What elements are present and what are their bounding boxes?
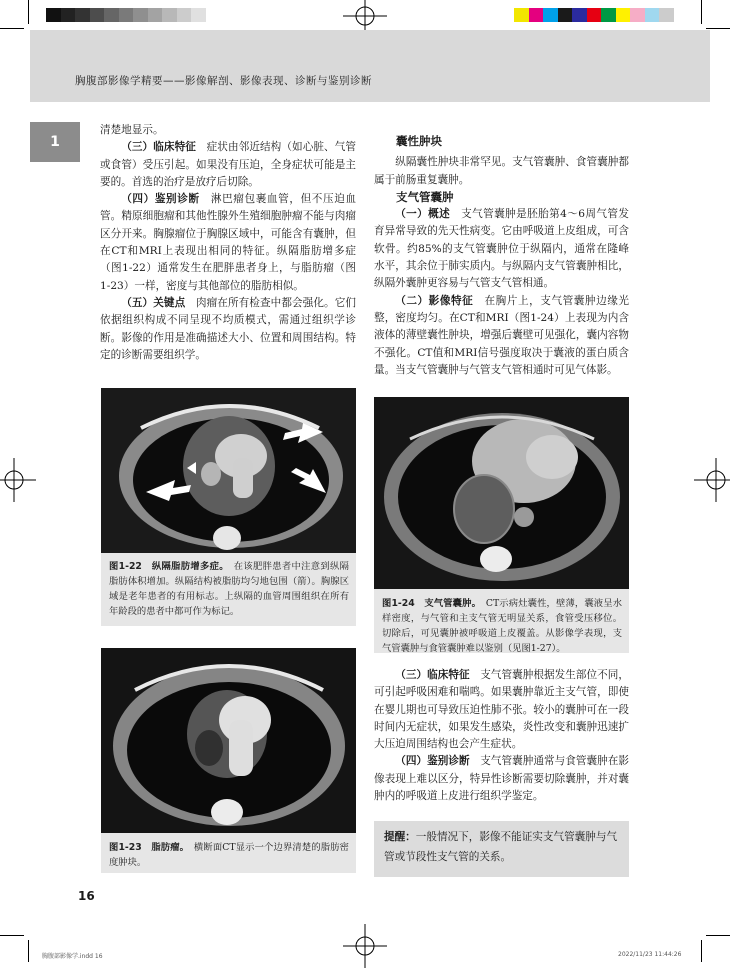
figure-1-22 <box>101 388 356 626</box>
paragraph-heading: （一）概述 <box>395 208 451 221</box>
calibration-swatch <box>162 8 177 22</box>
calibration-swatch <box>104 8 119 22</box>
calibration-swatch <box>587 8 602 22</box>
calibration-swatch <box>529 8 544 22</box>
calibration-swatch <box>659 8 674 22</box>
paragraph-body: 淋巴瘤包裹血管，但不压迫血管。精原细胞瘤和其他性腺外生殖细胞肿瘤不能与肉瘤区分开来。胸腺瘤位于胸腺区域中，可能含有囊肿，但在CT和MRI上表现出相同的特征。纵隔脂肪增多症（图1-22）通常发生在肥胖患者身上，与脂肪瘤（图1-23）一样，密度与其他部位的脂肪相似。 <box>100 193 357 292</box>
figure-caption <box>109 840 349 870</box>
right-column-lower-text <box>374 667 629 805</box>
crop-mark <box>28 940 29 962</box>
figure-1-23 <box>101 648 356 873</box>
tip-label: 提醒： <box>384 831 416 843</box>
paragraph-heading: （四）鉴别诊断 <box>395 755 470 768</box>
page-number: 16 <box>78 889 95 903</box>
figure-label: 图1-24 支气管囊肿。 <box>382 598 477 609</box>
calibration-swatch <box>601 8 616 22</box>
calibration-swatch <box>133 8 148 22</box>
calibration-swatch <box>572 8 587 22</box>
calibration-swatch <box>645 8 660 22</box>
paragraph <box>374 293 629 379</box>
paragraph-heading: （三）临床特征 <box>121 141 196 154</box>
registration-mark-icon <box>0 458 36 502</box>
tip-text: 一般情况下，影像不能证实支气管囊肿与气管或节段性支气管的关系。 <box>384 831 618 863</box>
calibration-swatch <box>119 8 134 22</box>
paragraph-body: 支气管囊肿是胚胎第4～6周气管发育异常导致的先天性病变。它由呼吸道上皮组成，可含软骨。约85%的支气管囊肿位于纵隔内，通常在隆峰水平，其余位于肺实质内。与纵隔内支气管囊肿相比，纵隔外囊肿更容易与气管支气管相通。 <box>374 208 629 290</box>
registration-mark-icon <box>694 458 730 502</box>
slug-timestamp: 2022/11/23 11:44:26 <box>618 951 682 958</box>
crop-mark <box>701 0 702 24</box>
calibration-swatch <box>75 8 90 22</box>
paragraph-body: 肉瘤在所有检查中都会强化。它们依据组织构成不同呈现不均质模式，需通过组织学诊断。影像的作用是准确描述大小、位置和周围结构。特定的诊断需要组织学。 <box>100 296 356 361</box>
paragraph <box>100 139 356 191</box>
calibration-swatch <box>46 8 61 22</box>
calibration-swatch <box>148 8 163 22</box>
paragraph <box>374 753 629 805</box>
crop-mark <box>0 28 24 29</box>
figure-label: 图1-23 脂肪瘤。 <box>109 842 185 853</box>
paragraph <box>374 667 629 753</box>
paragraph: 清楚地显示。 <box>100 124 164 136</box>
paragraph-heading: （三）临床特征 <box>395 669 470 681</box>
caption-text: 在该肥胖患者中注意到纵隔脂肪体积增加。纵隔结构被脂肪均匀地包围（箭）。胸腺区域是老年患者的有用标志。上纵隔的血管周围组织在所有年龄段的患者中都可作为标记。 <box>109 561 349 617</box>
subsection-title: 支气管囊肿 <box>396 189 454 204</box>
section-title: 囊性肿块 <box>396 134 442 148</box>
paragraph-heading: （二）影像特征 <box>395 294 474 307</box>
gray-calibration-bar <box>46 8 206 22</box>
calibration-swatch <box>90 8 105 22</box>
tip-box <box>374 821 629 877</box>
calibration-swatch <box>543 8 558 22</box>
caption-text: 横断面CT显示一个边界清楚的脂肪密度肿块。 <box>109 842 349 868</box>
paragraph <box>100 191 356 295</box>
paragraph-body: 支气管囊肿根据发生部位不同，可引起呼吸困难和喘鸣。如果囊肿靠近主支气管，即使在婴儿期也可导致压迫性肺不张。较小的囊肿可在一段时间内无症状，如果发生感染，炎性改变和囊肿迅速扩大压迫周围结构也会产生症状。 <box>374 669 629 751</box>
crop-mark <box>706 28 730 29</box>
right-column-text <box>374 133 629 379</box>
calibration-swatch <box>177 8 192 22</box>
caption-text: CT示病灶囊性，壁薄，囊液呈水样密度，与气管和主支气管无明显关系，食管受压移位。切除后，可见囊肿被呼吸道上皮覆盖。从影像学表现，支气管囊肿与食管囊肿难以鉴别（见图1-27）。 <box>382 598 622 654</box>
crop-mark <box>701 940 702 962</box>
chapter-number: 1 <box>50 134 60 150</box>
header-band <box>30 30 710 102</box>
paragraph-body: 在胸片上，支气管囊肿边缘光整，密度均匀。在CT和MRI（图1-24）上表现为内含液体的薄壁囊性肿块，增强后囊壁可见强化，囊内容物不强化。CT值和MRI信号强度取决于囊液的蛋白质含量。当支气管囊肿与气管支气管相通时可见气体影。 <box>374 294 630 376</box>
left-column-text <box>100 122 356 364</box>
calibration-swatch <box>616 8 631 22</box>
running-title: 胸腹部影像学精要——影像解剖、影像表现、诊断与鉴别诊断 <box>75 75 372 87</box>
paragraph <box>100 295 356 364</box>
calibration-swatch <box>191 8 206 22</box>
ct-image <box>374 397 629 589</box>
paragraph-body: 症状由邻近结构（如心脏、气管或食管）受压引起。如果没有压迫，全身症状可能是主要的。首选的治疗是放疗后切除。 <box>100 141 357 188</box>
paragraph <box>374 206 629 292</box>
paragraph-body: 支气管囊肿通常与食管囊肿在影像表现上难以区分，特异性诊断需要切除囊肿，并对囊肿内的呼吸道上皮进行组织学鉴定。 <box>374 755 629 803</box>
figure-label: 图1-22 纵隔脂肪增多症。 <box>109 561 225 572</box>
figure-1-24 <box>374 397 629 653</box>
calibration-swatch <box>514 8 529 22</box>
crop-mark <box>706 935 730 936</box>
calibration-swatch <box>630 8 645 22</box>
slug-filename: 胸腹部影像学.indd 16 <box>42 953 103 960</box>
chapter-tab <box>30 122 80 162</box>
paragraph-heading: （五）关键点 <box>121 296 186 309</box>
registration-mark-icon <box>343 924 387 968</box>
ct-image <box>101 648 356 833</box>
paragraph: 纵隔囊性肿块非常罕见。支气管囊肿、食管囊肿都属于前肠重复囊肿。 <box>374 156 629 186</box>
calibration-swatch <box>558 8 573 22</box>
figure-caption <box>382 596 622 656</box>
calibration-swatch <box>61 8 76 22</box>
paragraph-heading: （四）鉴别诊断 <box>121 193 200 206</box>
ct-image <box>101 388 356 553</box>
crop-mark <box>0 935 24 936</box>
figure-caption <box>109 559 349 619</box>
color-calibration-bar <box>514 8 674 22</box>
crop-mark <box>28 0 29 24</box>
